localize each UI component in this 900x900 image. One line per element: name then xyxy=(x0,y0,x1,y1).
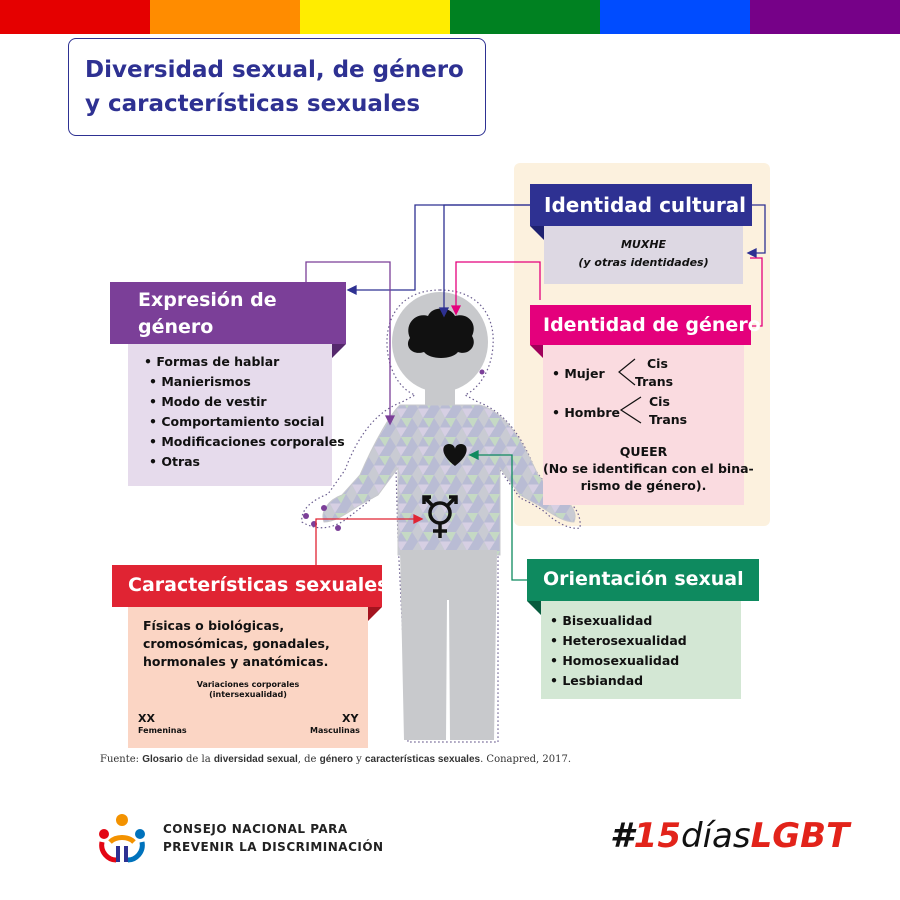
variaciones-line2: (intersexualidad) xyxy=(209,690,287,699)
expresion-genero-header xyxy=(110,282,346,344)
queer-desc-line2: rismo de género). xyxy=(580,478,707,493)
caracteristicas-desc-line3: hormonales y anatómicas. xyxy=(143,654,329,669)
orientacion-item-1: • Heterosexualidad xyxy=(550,633,687,648)
hashtag-hash: # xyxy=(610,816,634,856)
hashtag-15diaslgbt xyxy=(610,816,849,856)
hashtag-lgbt: LGBT xyxy=(750,816,850,856)
masculinas-label: Masculinas xyxy=(310,726,360,735)
fuente-prefix: Fuente: xyxy=(100,754,143,765)
caracteristicas-desc-line1: Físicas o biológicas, xyxy=(143,618,285,633)
mujer-label: • Mujer xyxy=(552,366,605,381)
orientacion-header: Orientación sexual xyxy=(527,559,759,601)
otras-identidades-text: (y otras identidades) xyxy=(578,256,709,269)
variaciones-line1: Variaciones corporales xyxy=(196,680,300,689)
hombre-trans: Trans xyxy=(649,412,688,427)
fuente-t4: . Conapred, 2017. xyxy=(480,754,571,765)
expresion-header-line1: Expresión de xyxy=(138,289,277,311)
orientacion-fold xyxy=(527,601,541,615)
caracteristicas-desc-line2: cromosómicas, gonadales, xyxy=(143,636,330,651)
identidad-cultural-header: Identidad cultural xyxy=(530,184,752,226)
fuente-b4: características sexuales xyxy=(364,754,481,765)
expresion-item-4: • Modificaciones corporales xyxy=(149,434,345,449)
caracteristicas-fold xyxy=(368,607,382,621)
fuente-b3: género xyxy=(319,754,353,765)
femeninas-label: Femeninas xyxy=(138,726,187,735)
hombre-label: • Hombre xyxy=(552,405,621,420)
queer-desc-line1: (No se identifican con el bina- xyxy=(543,461,754,476)
xy-label: XY xyxy=(342,712,359,725)
fuente-b2: diversidad sexual xyxy=(213,754,298,765)
caracteristicas-panel xyxy=(128,598,368,748)
fuente-b1: Glosario xyxy=(142,754,183,765)
caracteristicas-header: Características sexuales xyxy=(112,565,382,607)
expresion-item-5: • Otras xyxy=(149,454,200,469)
mujer-branch-icon xyxy=(617,356,637,388)
expresion-item-0: • Formas de hablar xyxy=(144,354,280,369)
orientacion-item-3: • Lesbiandad xyxy=(550,673,644,688)
expresion-genero-panel xyxy=(128,330,345,486)
expresion-item-3: • Comportamiento social xyxy=(149,414,325,429)
fuente-t1: de la xyxy=(182,754,214,765)
xx-label: XX xyxy=(138,712,155,725)
hombre-branch-icon xyxy=(619,394,643,426)
hashtag-dias: días xyxy=(681,816,751,856)
queer-label: QUEER xyxy=(619,444,668,459)
muxhe-text: MUXHE xyxy=(620,238,667,251)
fuente-citation xyxy=(100,754,571,765)
hashtag-num: 15 xyxy=(633,816,681,856)
mujer-trans: Trans xyxy=(635,374,674,389)
identidad-cultural-panel xyxy=(544,218,743,284)
page-title-line1: Diversidad sexual, de género xyxy=(85,57,464,83)
orientacion-item-2: • Homosexualidad xyxy=(550,653,680,668)
identidad-genero-fold xyxy=(530,345,543,358)
expresion-item-1: • Manierismos xyxy=(149,374,251,389)
expresion-item-2: • Modo de vestir xyxy=(149,394,267,409)
orientacion-item-0: • Bisexualidad xyxy=(550,613,653,628)
page-title-line2: y características sexuales xyxy=(85,91,421,117)
identidad-cultural-fold xyxy=(530,226,544,240)
mujer-cis: Cis xyxy=(647,356,668,371)
fuente-t2: , de xyxy=(297,754,320,765)
fuente-t3: y xyxy=(352,754,365,765)
conapred-logo-icon xyxy=(96,812,148,864)
expresion-header-line2: género xyxy=(138,316,214,338)
identidad-genero-header: Identidad de género xyxy=(530,305,751,345)
hombre-cis: Cis xyxy=(649,394,670,409)
org-name-line2: PREVENIR LA DISCRIMINACIÓN xyxy=(163,840,384,854)
orientacion-panel xyxy=(541,590,741,699)
expresion-genero-fold xyxy=(332,344,346,358)
identidad-genero-panel xyxy=(543,330,754,505)
org-name-line1: CONSEJO NACIONAL PARA xyxy=(163,822,348,836)
